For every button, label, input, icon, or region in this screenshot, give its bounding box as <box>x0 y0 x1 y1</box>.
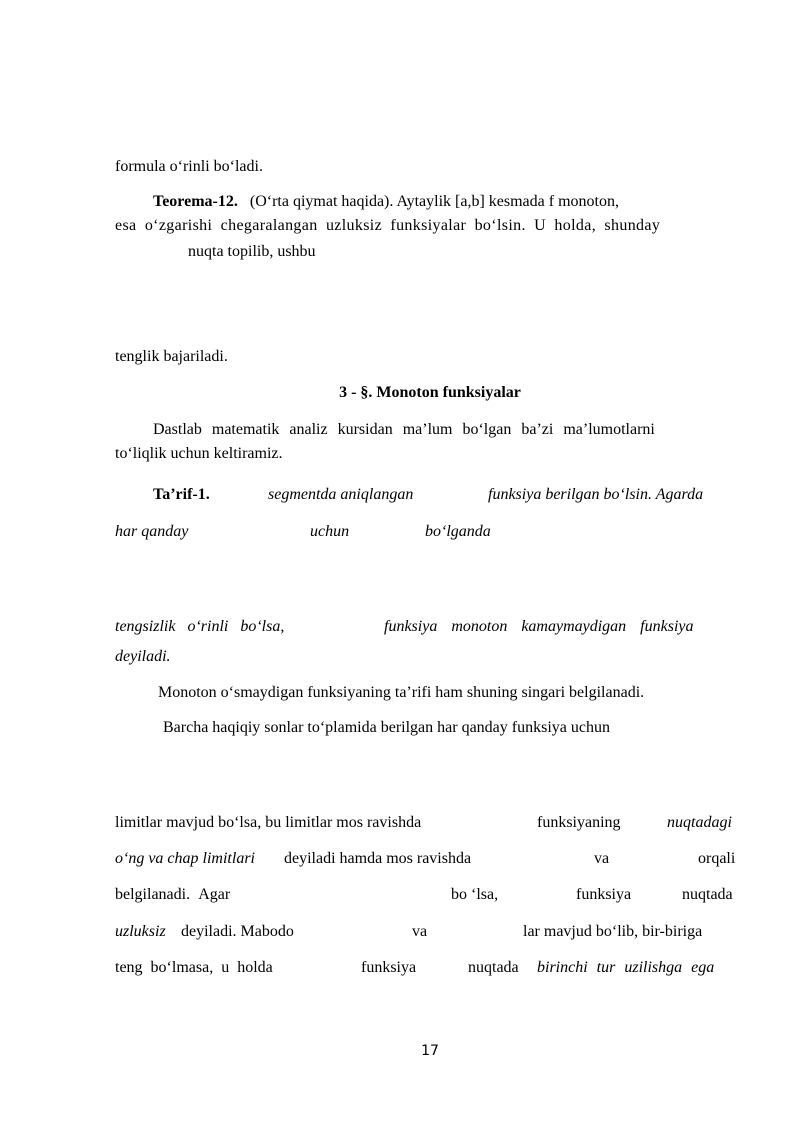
text-fragment: teng bo‘lmasa, u holda <box>115 959 273 976</box>
text-fragment: o‘ng va chap limitlari <box>115 850 255 867</box>
page-number: 17 <box>421 1043 439 1059</box>
text-fragment: orqali <box>698 850 736 867</box>
text-fragment: tengsizlik o‘rinli bo‘lsa, <box>115 618 285 635</box>
text-line: Barcha haqiqiy sonlar to‘plamida berilgan har qanday funksiya uchun <box>163 719 610 736</box>
text-fragment: funksiya berilgan bo‘lsin. Agarda <box>488 486 704 503</box>
text-fragment: funksiya <box>361 959 417 976</box>
text-fragment: Dastlab matematik analiz kursidan ma’lum bo‘lgan ba’zi ma’lumotlarni <box>153 421 655 438</box>
text-fragment: limitlar mavjud bo‘lsa, bu limitlar mos ravishda <box>115 814 422 831</box>
text-fragment: va <box>412 923 428 940</box>
text-fragment: funksiya <box>576 886 632 903</box>
text-fragment: deyiladi. Mabodo <box>181 923 294 940</box>
text-line: deyiladi. <box>115 648 171 665</box>
text-fragment: har qanday <box>115 523 189 540</box>
section-title: 3 - §. Monoton funksiyalar <box>339 384 521 401</box>
text-fragment: va <box>594 850 610 867</box>
text-fragment: uchun <box>310 523 350 540</box>
text-line <box>153 420 742 440</box>
text-fragment: nuqtadagi <box>667 814 732 831</box>
text-fragment: lar mavjud bo‘lib, bir-biriga <box>523 923 703 940</box>
text-fragment: nuqtada <box>682 886 733 903</box>
text-fragment: bo ‘lsa, <box>451 886 499 903</box>
theorem-line <box>153 192 619 212</box>
text-fragment: funksiyaning <box>537 814 621 831</box>
definition-label: Ta’rif-1. <box>153 486 210 503</box>
text-fragment: nuqtada <box>468 959 519 976</box>
text-line: Monoton o‘smaydigan funksiyaning ta’rifi ham shuning singari belgilanadi. <box>158 684 645 701</box>
text-line <box>115 216 742 236</box>
text-fragment: deyiladi hamda mos ravishda <box>284 850 472 867</box>
text-line: formula o‘rinli bo‘ladi. <box>115 158 263 175</box>
text-line: to‘liqlik uchun keltiramiz. <box>115 445 283 462</box>
text-fragment: funksiya monoton kamaymaydigan funksiya <box>384 618 694 635</box>
text-line: nuqta topilib, ushbu <box>188 243 316 260</box>
text-fragment: belgilanadi. Agar <box>115 886 231 903</box>
text-line: tenglik bajariladi. <box>115 348 228 365</box>
text-fragment: segmentda aniqlangan <box>268 486 414 503</box>
text-fragment: bo‘lganda <box>425 523 491 540</box>
text-fragment: uzluksiz <box>115 923 166 940</box>
text-fragment: birinchi tur uzilishga ega <box>537 959 715 976</box>
text-fragment: (O‘rta qiymat haqida). Aytaylik [a,b] kesmada f monoton, <box>249 193 619 210</box>
theorem-label: Teorema-12. <box>153 193 238 210</box>
text-fragment: esa o‘zgarishi chegaralangan uzluksiz funksiyalar bo‘lsin. U holda, shunday <box>115 217 661 234</box>
